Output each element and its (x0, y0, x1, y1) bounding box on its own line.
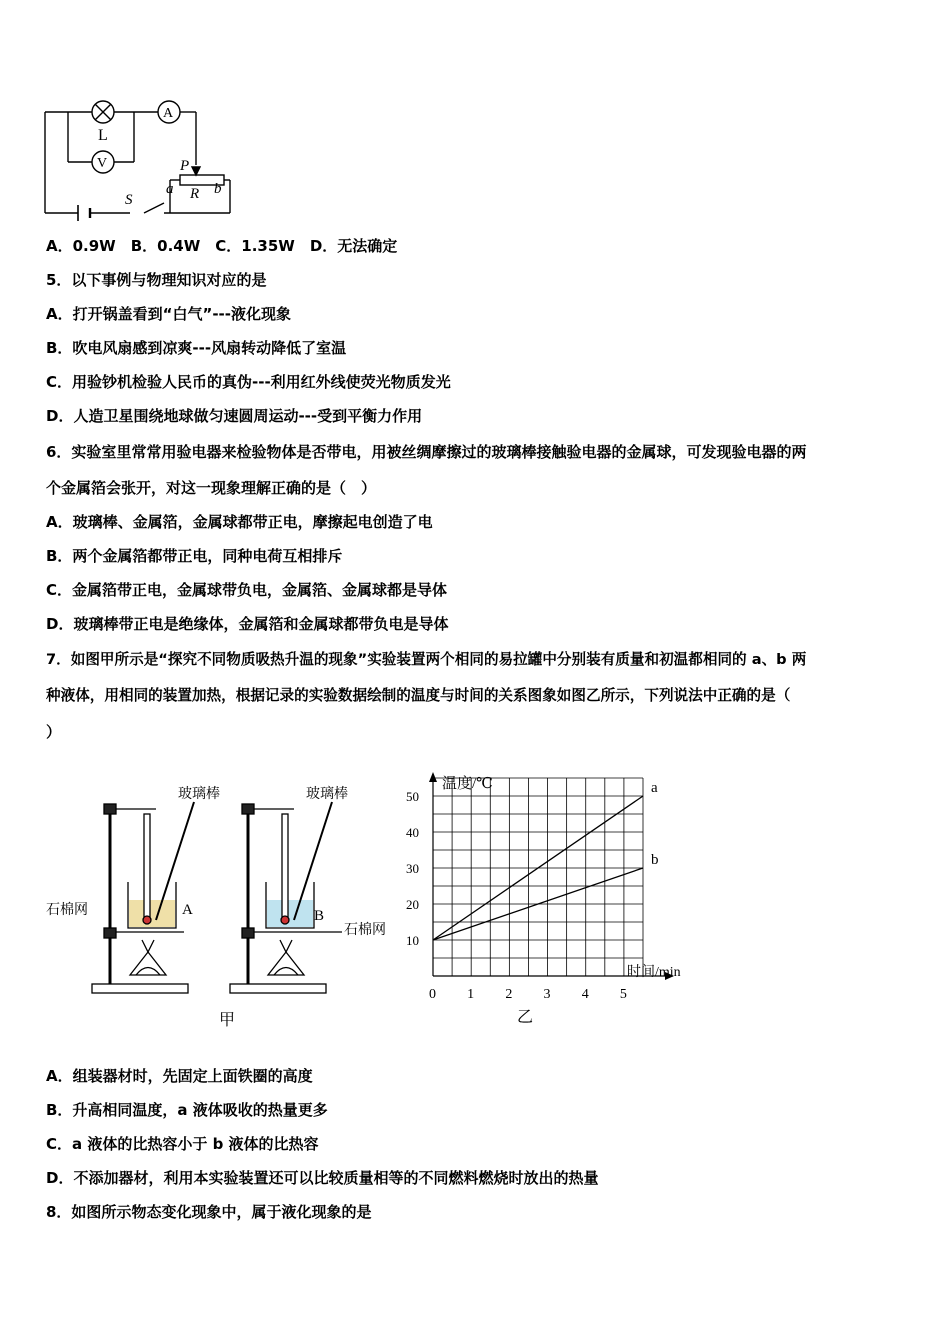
rod-label-2: 玻璃棒 (306, 786, 348, 802)
resistor-label: R (190, 186, 200, 202)
resistor-end-b-label: b (214, 181, 222, 197)
lamp-label: L (98, 127, 108, 144)
resistor-end-a-label: a (166, 181, 174, 197)
q5-option-a: A．打开锅盖看到“白气”---液化现象 (46, 305, 292, 323)
chart-xlabel: 时间/min (627, 965, 681, 980)
circuit-diagram (40, 95, 280, 225)
q6-option-b: B．两个金属箔都带正电，同种电荷互相排斥 (46, 547, 343, 565)
q7-stem-line1: 7．如图甲所示是“探究不同物质吸热升温的现象”实验装置两个相同的易拉罐中分别装有质量和初温都相同的 a、b 两 (46, 651, 807, 668)
beaker-b-label: B (314, 908, 325, 924)
gauze-label-2: 石棉网 (344, 922, 386, 938)
temperature-time-chart (400, 768, 700, 1033)
series-label-b: b (651, 852, 659, 868)
beaker-a-label: A (182, 902, 193, 918)
chart-caption: 乙 (517, 1009, 534, 1026)
q7-stem-line3: ） (46, 723, 62, 741)
series-label-a: a (651, 780, 658, 796)
q5-option-d: D．人造卫星围绕地球做匀速圆周运动---受到平衡力作用 (46, 407, 423, 425)
x-tick-label: 2 (505, 987, 513, 1002)
q7-stem-line2: 种液体，用相同的装置加热，根据记录的实验数据绘制的温度与时间的关系图象如图乙所示，下列说法中正确的是（ (46, 687, 791, 704)
ammeter-label: A (163, 106, 174, 121)
y-tick-label: 20 (406, 897, 419, 912)
q4-options: A．0.9W B．0.4W C．1.35W D．无法确定 (46, 237, 398, 255)
y-tick-label: 30 (406, 861, 419, 876)
q6-option-c: C．金属箔带正电，金属球带负电，金属箔、金属球都是导体 (46, 581, 448, 599)
y-tick-label: 40 (406, 825, 419, 840)
voltmeter-label: V (97, 156, 108, 171)
x-tick-label: 1 (467, 987, 475, 1002)
figure-a-caption: 甲 (219, 1010, 236, 1029)
x-tick-label: 4 (581, 987, 589, 1002)
q7-option-d: D．不添加器材，利用本实验装置还可以比较质量相等的不同燃料燃烧时放出的热量 (46, 1169, 599, 1187)
chart-ylabel: 温度/℃ (442, 776, 493, 792)
q6-stem-line1: 6．实验室里常常用验电器来检验物体是否带电，用被丝绸摩擦过的玻璃棒接触验电器的金属球，可发现验电器的两 (46, 443, 807, 461)
gauze-label-1: 石棉网 (46, 902, 88, 918)
heating-apparatus-figure (44, 780, 404, 1030)
x-tick-label: 3 (543, 987, 551, 1002)
q5-stem: 5．以下事例与物理知识对应的是 (46, 271, 267, 289)
q7-option-b: B．升高相同温度，a 液体吸收的热量更多 (46, 1101, 328, 1119)
switch-label: S (125, 192, 133, 208)
q7-option-c: C．a 液体的比热容小于 b 液体的比热容 (46, 1135, 319, 1153)
q8-stem: 8．如图所示物态变化现象中，属于液化现象的是 (46, 1203, 372, 1221)
y-tick-label: 50 (406, 789, 419, 804)
q7-option-a: A．组装器材时，先固定上面铁圈的高度 (46, 1067, 313, 1085)
q5-option-b: B．吹电风扇感到凉爽---风扇转动降低了室温 (46, 339, 347, 357)
q6-option-d: D．玻璃棒带正电是绝缘体，金属箔和金属球都带负电是导体 (46, 615, 449, 633)
y-axis-arrow (429, 772, 437, 782)
x-tick-label: 0 (429, 987, 436, 1002)
q5-option-c: C．用验钞机检验人民币的真伪---利用红外线使荧光物质发光 (46, 373, 451, 391)
rod-label-1: 玻璃棒 (178, 786, 220, 802)
q6-option-a: A．玻璃棒、金属箔，金属球都带正电，摩擦起电创造了电 (46, 513, 433, 531)
slider-label: P (180, 158, 190, 174)
q6-stem-line2: 个金属箔会张开，对这一现象理解正确的是（ ） (46, 479, 377, 497)
x-tick-label: 5 (619, 987, 627, 1002)
y-tick-label: 10 (406, 933, 419, 948)
